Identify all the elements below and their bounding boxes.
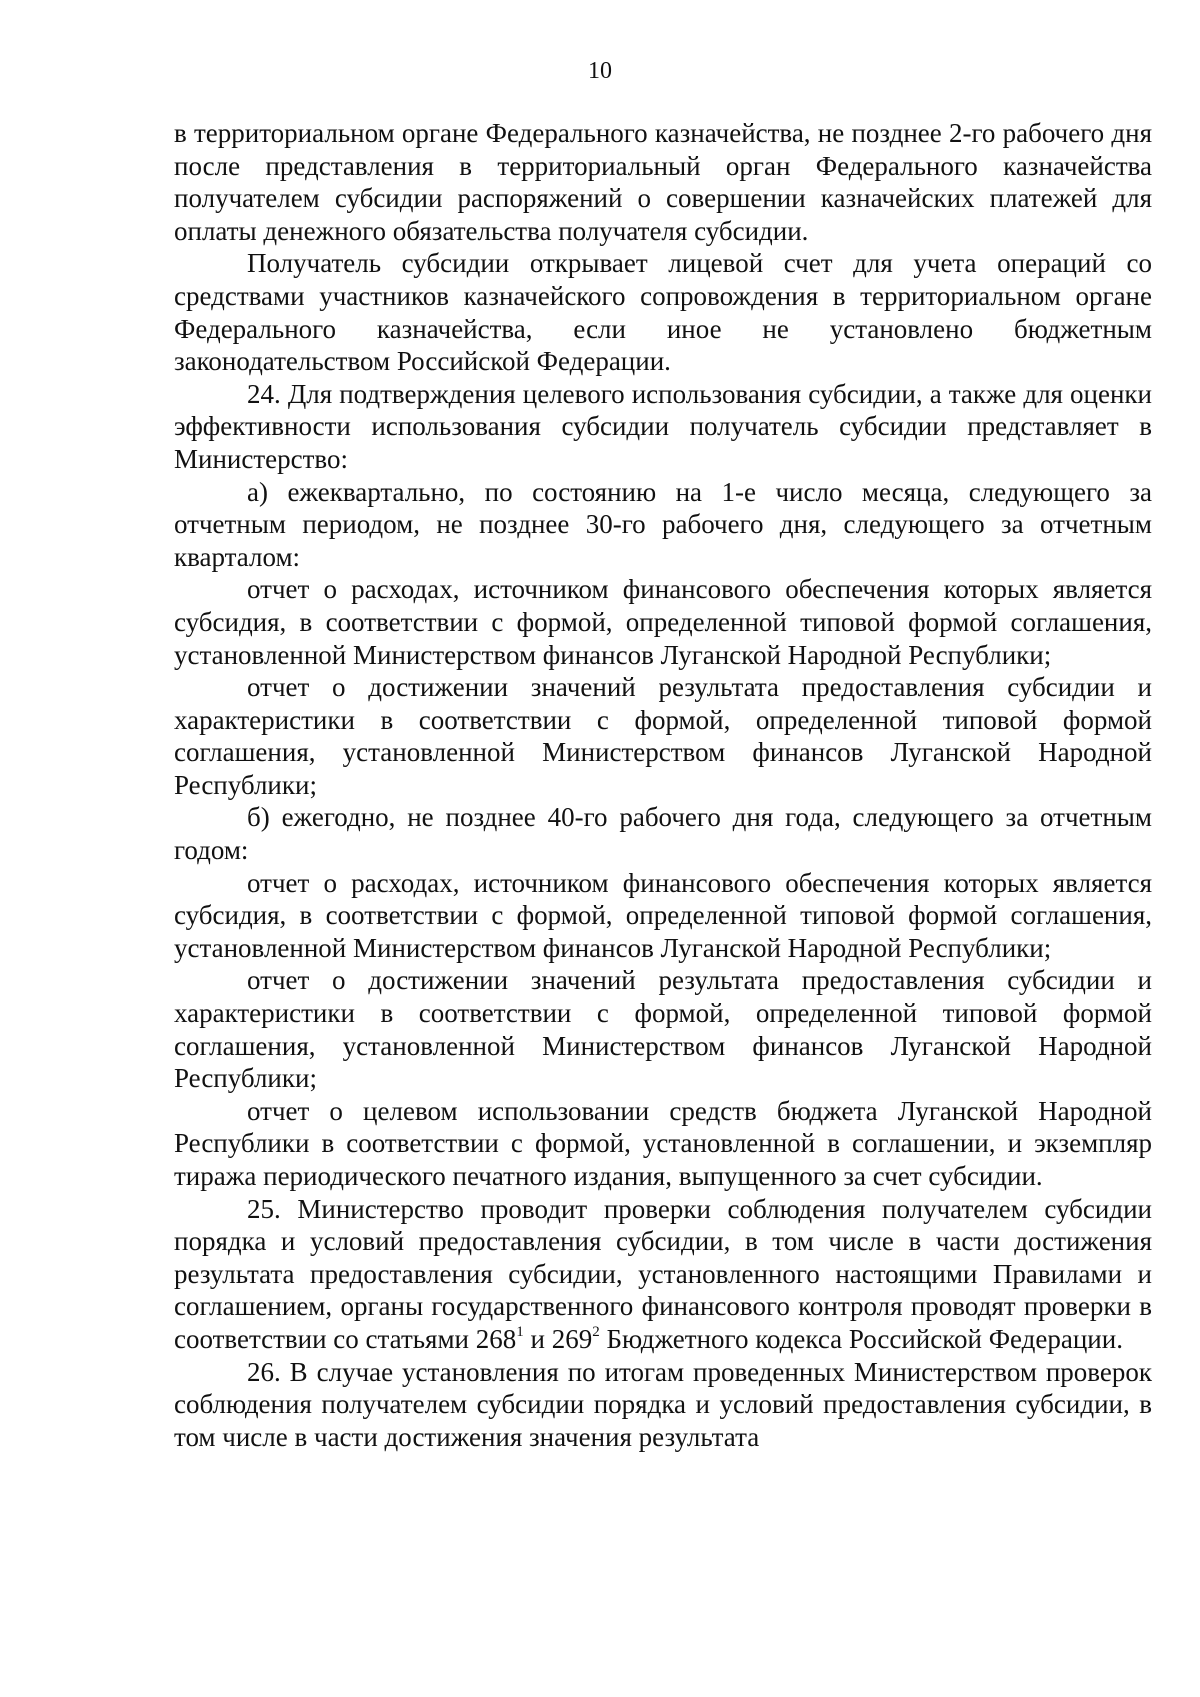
paragraph-item-24: 24. Для подтверждения целевого использования субсидии, а также для оценки эффективности использования субсидии получатель субсидии представляет в Министерство:	[174, 378, 1152, 474]
superscript-2: 2	[592, 1323, 600, 1340]
paragraph: отчет о целевом использовании средств бюджета Луганской Народной Республики в соответствии с формой, установленной в соглашении, и экземпляр тиража периодического печатного издания, выпущенного за счет субсидии.	[174, 1095, 1152, 1191]
paragraph-item-25	[174, 1193, 1152, 1356]
page-number: 10	[588, 58, 612, 84]
paragraph: отчет о расходах, источником финансового обеспечения которых является субсидия, в соответствии с формой, определенной типовой формой соглашения, установленной Министерством финансов Луганской Народной Республики;	[174, 867, 1152, 963]
document-body	[174, 117, 1152, 1453]
paragraph-25-text: и 269	[523, 1323, 593, 1354]
paragraph-item-26: 26. В случае установления по итогам проведенных Министерством проверок соблюдения получателем субсидии порядка и условий предоставления субсидии, в том числе в части достижения значения результата	[174, 1356, 1152, 1452]
paragraph: Получатель субсидии открывает лицевой счет для учета операций со средствами участников казначейского сопровождения в территориальном органе Федерального казначейства, если иное не установлено бюджетным законодательством Российской Федерации.	[174, 248, 1152, 377]
paragraph: отчет о достижении значений результата предоставления субсидии и характеристики в соответствии с формой, определенной типовой формой соглашения, установленной Министерством финансов Луганской Народной Республики;	[174, 672, 1152, 800]
paragraph-25-text: Бюджетного кодекса Российской Федерации.	[599, 1323, 1123, 1354]
superscript-1: 1	[516, 1323, 524, 1340]
paragraph-subitem-b: б) ежегодно, не позднее 40-го рабочего дня года, следующего за отчетным годом:	[174, 802, 1152, 866]
paragraph: отчет о расходах, источником финансового обеспечения которых является субсидия, в соответствии с формой, определенной типовой формой соглашения, установленной Министерством финансов Луганской Народной Республики;	[174, 574, 1152, 670]
paragraph-subitem-a: а) ежеквартально, по состоянию на 1-е число месяца, следующего за отчетным периодом, не позднее 30-го рабочего дня, следующего за отчетным кварталом:	[174, 476, 1152, 572]
paragraph: в территориальном органе Федерального казначейства, не позднее 2-го рабочего дня после представления в территориальный орган Федерального казначейства получателем субсидии распоряжений о совершении казначейских платежей для оплаты денежного обязательства получателя субсидии.	[174, 118, 1152, 246]
paragraph: отчет о достижении значений результата предоставления субсидии и характеристики в соответствии с формой, определенной типовой формой соглашения, установленной Министерством финансов Луганской Народной Республики;	[174, 965, 1152, 1094]
paragraph-25-text: 25. Министерство проводит проверки соблюдения получателем субсидии порядка и условий предоставления субсидии, в том числе в части достижения результата предоставления субсидии, установленного настоящими Правилами и соглашением, органы государственного финансового контроля проводят проверки в соответствии со статьями 268	[174, 1193, 1152, 1354]
